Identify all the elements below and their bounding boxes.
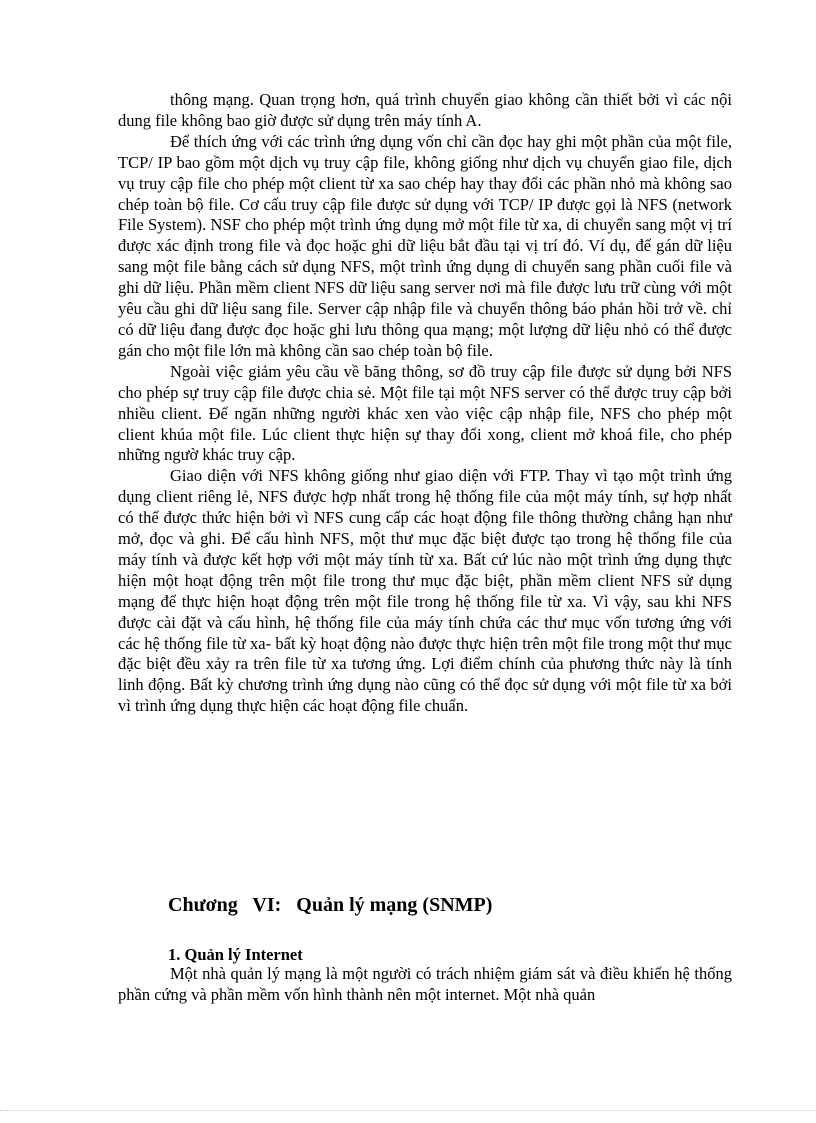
section-heading: 1. Quản lý Internet [168, 945, 303, 964]
paragraph: Ngoài việc giảm yêu cầu về băng thông, sơ đồ truy cập file được sử dụng bởi NFS cho phép sự truy cập file được chia sẻ. Một file tại một NFS server có thể được truy cập bởi nhiều client. Để ngăn những người khác xen vào việc cập nhập file, NFS cho phép một client khúa một file. Lúc client thực hiện sự thay đổi xong, client mở khoá file, cho phép những ngườ khác truy cập. [118, 361, 732, 465]
paragraph: thông mạng. Quan trọng hơn, quá trình chuyển giao không cần thiết bởi vì các nội dung file không bao giờ được sử dụng trên máy tính A. [118, 90, 732, 130]
section-body [118, 964, 732, 1006]
paragraph: Giao diện với NFS không giống như giao diện với FTP. Thay vì tạo một trình ứng dụng client riêng lẻ, NFS được hợp nhất trong hệ thống file của một máy tính, sự hợp nhất có thể được thức hiện bởi vì NFS cung cấp các hoạt động file thông thường chẳng hạn như mở, đọc và ghi. Để cấu hình NFS, một thư mục đặc biệt được tạo trong hệ thống file của máy tính và được kết hợp với một máy tính từ xa. Bất cứ lúc nào một trình ứng dụng thực hiện một hoạt động trên một file trong thư mục đặc biệt, phần mềm client NFS sử dụng mạng để thực hiện hoạt động trên một file trong hệ thống file từ xa. Vì vậy, sau khi NFS được cài đặt và cấu hình, hệ thống file của máy tính chứa các thư mục vốn tương ứng với các hệ thống file từ xa- bất kỳ hoạt động nào được thực hiện trên một file trong một thư mục đặc biệt đều xảy ra trên file từ xa tương ứng. Lợi điểm chính của phương thức này là tính linh động. Bất kỳ chương trình ứng dụng nào cũng có thể đọc sử dụng với một file từ xa bởi vì trình ứng dụng thực hiện các hoạt động file chuẩn. [118, 466, 732, 716]
paragraph: Một nhà quản lý mạng là một người có trách nhiệm giám sát và điều khiển hệ thống phần cứng và phần mềm vốn hình thành nên một internet. Một nhà quản [118, 964, 732, 1004]
body-text-block [118, 90, 732, 717]
paragraph: Để thích ứng với các trình ứng dụng vốn chỉ cần đọc hay ghi một phần của một file, TCP/ IP bao gồm một dịch vụ truy cập file, không giống như dịch vụ chuyển giao file, dịch vụ truy cập file cho phép một client từ xa sao chép hay thay đổi các phần nhỏ mà không sao chép toàn bộ file. Cơ cấu truy cập file được sử dụng với TCP/ IP được gọi là NFS (network File System). NSF cho phép một trình ứng dụng mở một file từ xa, di chuyển sang một vị trí được xác định trong file và đọc hoặc ghi dữ liệu bắt đầu tại vị trí đó. Ví dụ, để gán dữ liệu sang một file bằng cách sử dụng NFS, một trình ứng dụng di chuyển sang phần cuối file và ghi dữ liệu. Phần mềm client NFS dữ liệu sang server nơi mà file được lưu trữ cùng với một yêu cầu ghi dữ liệu sang file. Server cập nhập file và chuyển thông báo phản hồi trở về. chỉ có dữ liệu đang được đọc hoặc ghi lưu thông qua mạng; một lượng dữ liệu nhỏ có thể được gán cho một file lớn mà không cần sao chép toàn bộ file. [118, 131, 732, 360]
page-bottom-rule [0, 1110, 816, 1111]
chapter-title: Chương VI: Quản lý mạng (SNMP) [168, 894, 493, 916]
